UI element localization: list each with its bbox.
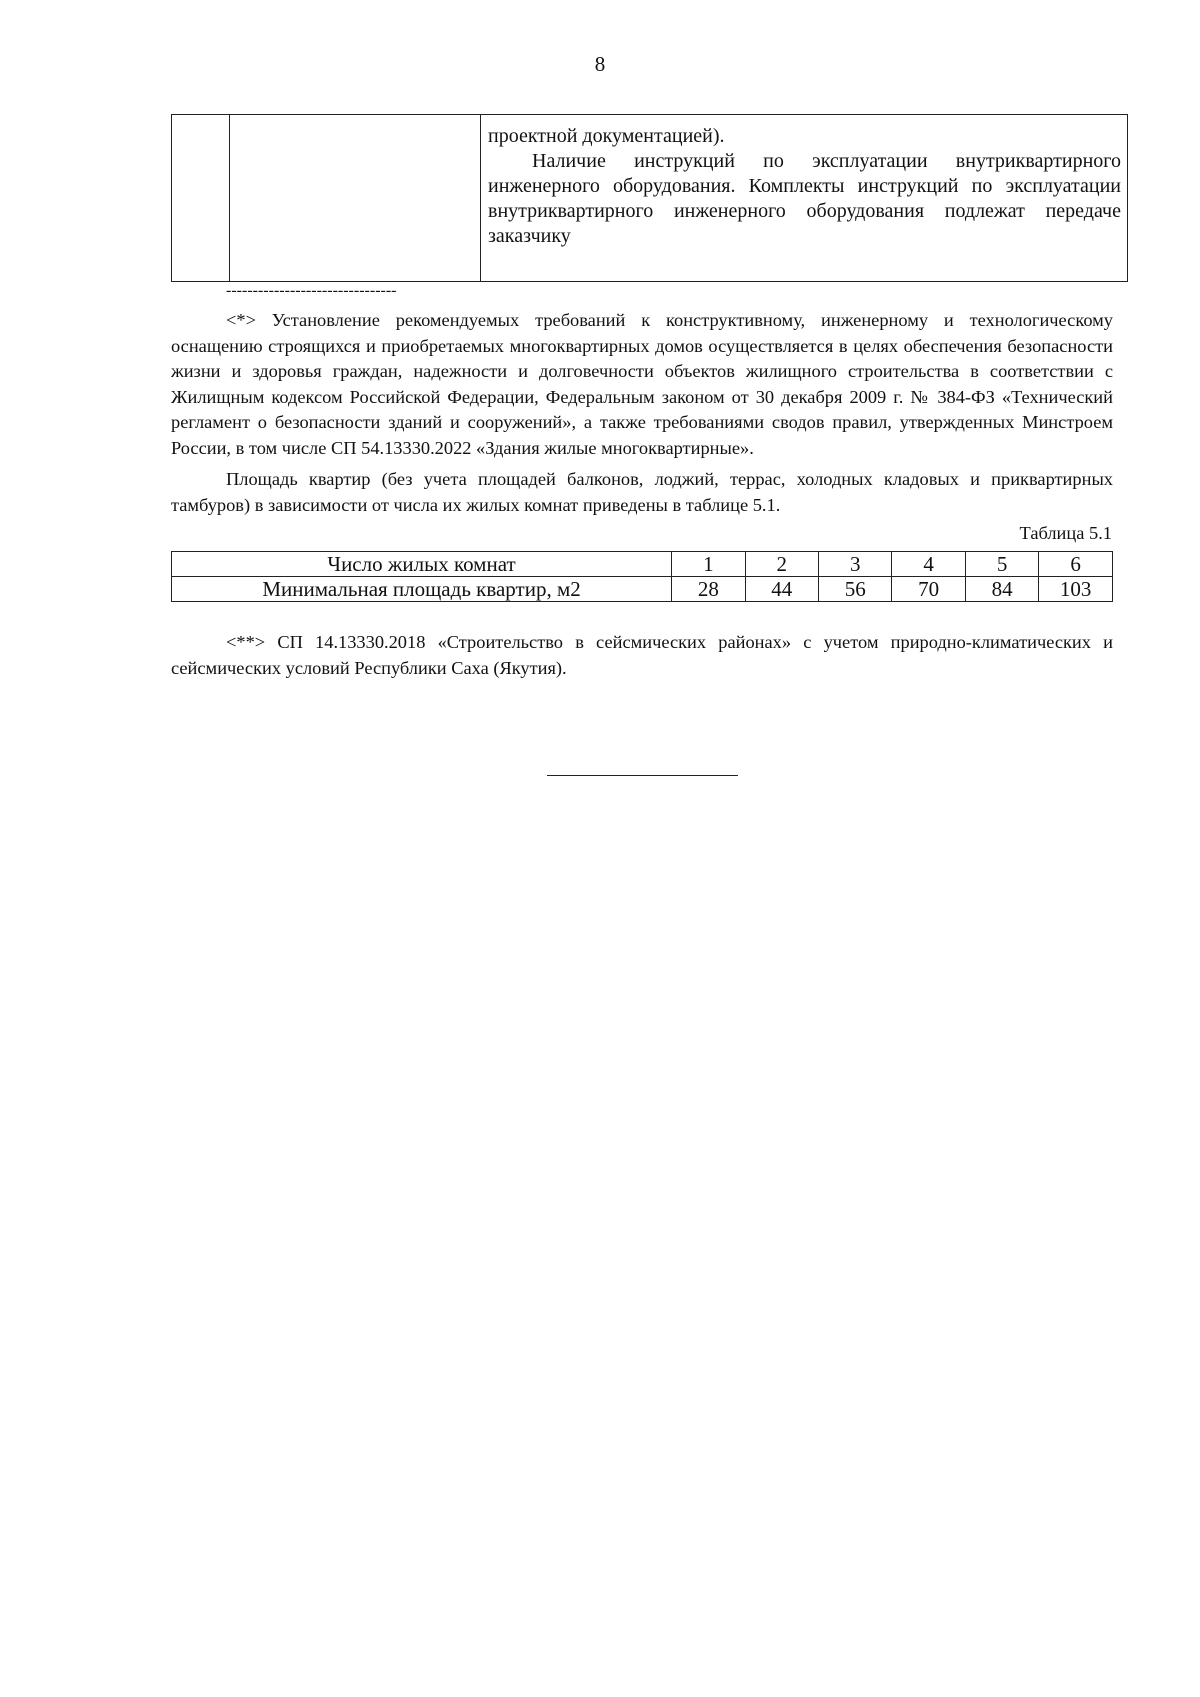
- table-cell: 44: [745, 577, 818, 602]
- row-label-rooms: Число жилых комнат: [172, 552, 672, 577]
- table-cell: 103: [1039, 577, 1113, 602]
- table-row: [172, 115, 1128, 282]
- table-cell: 1: [672, 552, 745, 577]
- table-cell: 4: [892, 552, 965, 577]
- table-5-1: [171, 551, 1113, 602]
- table-cell-requirements: [481, 115, 1128, 282]
- footnote-1: [171, 308, 1113, 461]
- table-row: [172, 552, 1113, 577]
- table-cell: 28: [672, 577, 745, 602]
- table-cell: 2: [745, 552, 818, 577]
- footnote-2: [171, 630, 1113, 681]
- footnote-divider: --------------------------------: [226, 282, 397, 299]
- table-cell: 5: [965, 552, 1038, 577]
- continuation-table: [171, 114, 1128, 282]
- apartment-area-text: Площадь квартир (без учета площадей балконов, лоджий, террас, холодных кладовых и приквартирных тамбуров) в зависимости от числа их жилых комнат приведены в таблице 5.1.: [171, 469, 1113, 515]
- requirement-text-paragraph: Наличие инструкций по эксплуатации внутриквартирного инженерного оборудования. Комплекты инструкций по эксплуатации внутриквартирного инженерного оборудования подлежат передаче заказчику: [488, 150, 1121, 247]
- table-cell-name: [230, 115, 481, 282]
- page-number: 8: [594, 52, 606, 76]
- row-label-min-area: Минимальная площадь квартир, м2: [172, 577, 672, 602]
- table-cell: 6: [1039, 552, 1113, 577]
- table-cell: 56: [819, 577, 892, 602]
- end-of-document-line: [547, 775, 738, 776]
- footnote-2-text: <**> СП 14.13330.2018 «Строительство в сейсмических районах» с учетом природно-климатических и сейсмических условий Республики Саха (Якутия).: [171, 632, 1113, 678]
- apartment-area-paragraph: [171, 467, 1113, 518]
- table-cell: 84: [965, 577, 1038, 602]
- requirement-text-line: проектной документацией).: [488, 125, 725, 147]
- table-cell-number: [172, 115, 230, 282]
- table-row: [172, 577, 1113, 602]
- table-cell: 3: [819, 552, 892, 577]
- table-caption: Таблица 5.1: [1019, 523, 1112, 543]
- footnote-1-text: <*> Установление рекомендуемых требований к конструктивному, инженерному и технологическому оснащению строящихся и приобретаемых многоквартирных домов осуществляется в целях обеспечения безопасности жизни и здоровья граждан, надежности и долговечности объектов жилищного строительства в соответствии с Жилищным кодексом Российской Федерации, Федеральным законом от 30 декабря 2009 г. № 384-ФЗ «Технический регламент о безопасности зданий и сооружений», а также требованиями сводов правил, утвержденных Минстроем России, в том числе СП 54.13330.2022 «Здания жилые многоквартирные».: [171, 310, 1113, 458]
- table-cell: 70: [892, 577, 965, 602]
